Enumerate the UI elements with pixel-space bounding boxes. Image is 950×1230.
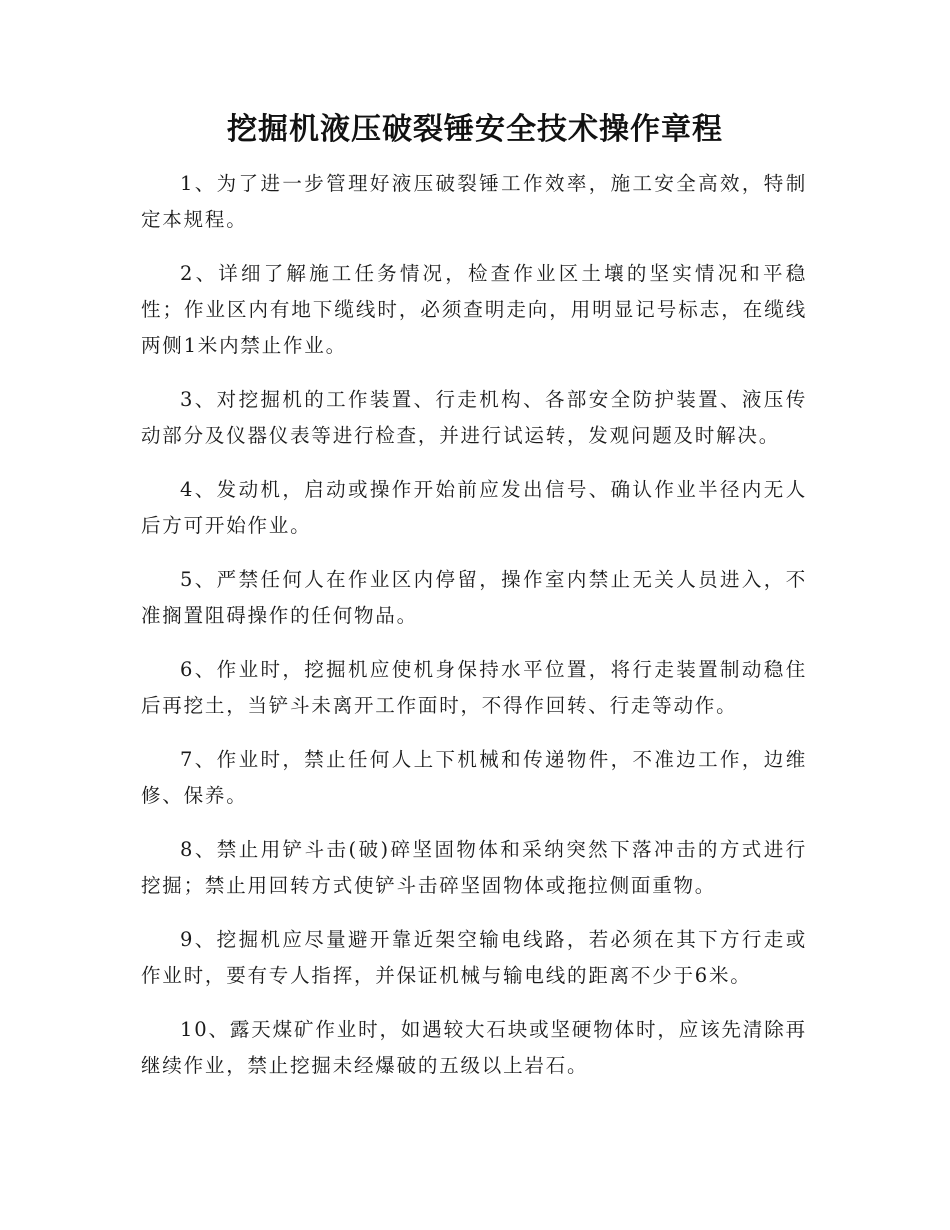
paragraph-7: 7、作业时，禁止任何人上下机械和传递物件，不准边工作，边维修、保养。 [141, 748, 807, 807]
paragraph-3: 3、对挖掘机的工作装置、行走机构、各部安全防护装置、液压传动部分及仪器仪表等进行检查，并进行试运转，发观问题及时解决。 [141, 388, 807, 447]
paragraph-1: 1、为了进一步管理好液压破裂锤工作效率，施工安全高效，特制定本规程。 [141, 172, 807, 231]
paragraph-6: 6、作业时，挖掘机应使机身保持水平位置，将行走装置制动稳住后再挖土，当铲斗未离开工作面时，不得作回转、行走等动作。 [141, 658, 807, 717]
paragraph-10: 10、露天煤矿作业时，如遇较大石块或坚硬物体时，应该先清除再继续作业，禁止挖掘未经爆破的五级以上岩石。 [141, 1018, 807, 1077]
paragraph-5: 5、严禁任何人在作业区内停留，操作室内禁止无关人员进入，不准搁置阻碍操作的任何物品。 [141, 568, 807, 627]
document-title: 挖掘机液压破裂锤安全技术操作章程 [227, 112, 723, 147]
paragraph-9: 9、挖掘机应尽量避开靠近架空输电线路，若必须在其下方行走或作业时，要有专人指挥，并保证机械与输电线的距离不少于6米。 [141, 928, 807, 987]
paragraph-8: 8、禁止用铲斗击(破)碎坚固物体和采纳突然下落冲击的方式进行挖掘；禁止用回转方式使铲斗击碎坚固物体或拖拉侧面重物。 [141, 838, 807, 897]
paragraph-2: 2、详细了解施工任务情况，检查作业区土壤的坚实情况和平稳性；作业区内有地下缆线时，必须查明走向，用明显记号标志，在缆线两侧1米内禁止作业。 [141, 262, 807, 357]
document-body [141, 166, 807, 1102]
paragraph-4: 4、发动机，启动或操作开始前应发出信号、确认作业半径内无人后方可开始作业。 [141, 478, 807, 537]
